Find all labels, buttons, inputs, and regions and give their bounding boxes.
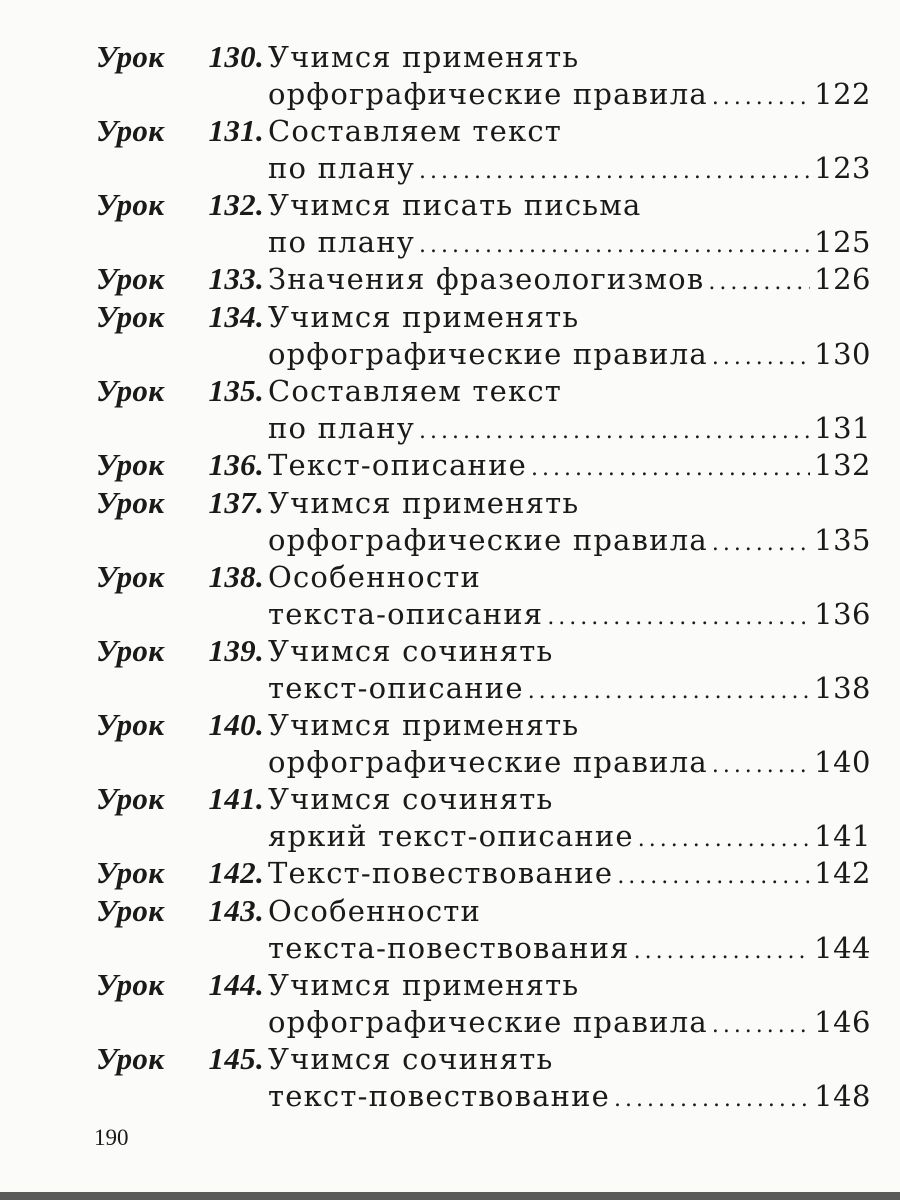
page-ref: 144: [814, 931, 871, 965]
lesson-title-line: [268, 261, 871, 297]
lesson-title-text: по плану: [268, 225, 416, 259]
lesson-number: 134.: [208, 299, 264, 334]
lesson-number: 135.: [208, 373, 264, 408]
lesson-word: Урок: [96, 781, 165, 816]
lesson-word: Урок: [96, 893, 165, 928]
dot-leader: [419, 154, 810, 190]
lesson-label: [96, 113, 268, 149]
lesson-label: [96, 855, 268, 891]
lesson-label: [96, 187, 268, 223]
lesson-number: 143.: [208, 893, 264, 928]
lesson-title-line: [268, 299, 871, 335]
table-of-contents: [96, 38, 871, 1114]
lesson-word: Урок: [96, 707, 165, 742]
lesson-title-text: Составляем текст: [268, 374, 563, 408]
lesson-label: [96, 1041, 268, 1077]
page-number: 190: [94, 1125, 129, 1150]
lesson-title-text: Учимся сочинять: [268, 634, 554, 668]
lesson-label: [96, 781, 268, 817]
dot-leader: [634, 934, 811, 970]
lesson-title-line: [268, 818, 871, 854]
dot-leader: [617, 859, 810, 895]
lesson-label: [96, 893, 268, 929]
lesson-title-text: Учимся писать письма: [268, 188, 642, 222]
lesson-title-line: [268, 670, 871, 706]
lesson-title-text: текста-повествования: [268, 931, 630, 965]
toc-entry: [96, 186, 871, 260]
lesson-number: 140.: [208, 707, 264, 742]
lesson-word: Урок: [96, 485, 165, 520]
lesson-title-line: [268, 39, 871, 75]
dot-leader: [419, 414, 810, 450]
lesson-number: 145.: [208, 1041, 264, 1076]
lesson-title-text: Текст-описание: [268, 448, 527, 482]
toc-entry: [96, 1040, 871, 1114]
lesson-title-text: Особенности: [268, 894, 482, 928]
lesson-number: 141.: [208, 781, 264, 816]
lesson-number: 142.: [208, 855, 264, 890]
toc-entry: [96, 484, 871, 558]
dot-leader: [547, 600, 810, 636]
lesson-label: [96, 707, 268, 743]
lesson-title-text: Учимся применять: [268, 40, 580, 74]
toc-entry: [96, 780, 871, 854]
lesson-title-text: Учимся применять: [268, 486, 580, 520]
dot-leader: [531, 451, 810, 487]
lesson-word: Урок: [96, 113, 165, 148]
lesson-title-text: текст-повествование: [268, 1079, 610, 1113]
lesson-label: [96, 373, 268, 409]
lesson-number: 131.: [208, 113, 264, 148]
lesson-title-text: орфографические правила: [268, 77, 708, 111]
lesson-label: [96, 485, 268, 521]
toc-entry: [96, 966, 871, 1040]
lesson-title-text: орфографические правила: [268, 337, 708, 371]
lesson-number: 139.: [208, 633, 264, 668]
lesson-label: [96, 633, 268, 669]
lesson-word: Урок: [96, 187, 165, 222]
lesson-title-line: [268, 633, 871, 669]
page-ref: 138: [814, 671, 871, 705]
toc-entry: [96, 632, 871, 706]
lesson-title-text: Составляем текст: [268, 114, 563, 148]
lesson-title-text: Значения фразеологизмов: [268, 262, 705, 296]
lesson-title-text: орфографические правила: [268, 1005, 708, 1039]
dot-leader: [712, 526, 810, 562]
lesson-title-line: [268, 410, 871, 446]
lesson-title-text: яркий текст-описание: [268, 819, 634, 853]
toc-entry: [96, 260, 871, 298]
lesson-title-line: [268, 187, 871, 223]
page-ref: 131: [814, 411, 871, 445]
dot-leader: [712, 80, 810, 116]
lesson-title-line: [268, 76, 871, 112]
lesson-title-text: орфографические правила: [268, 523, 708, 557]
lesson-number: 130.: [208, 39, 264, 74]
lesson-title-line: [268, 1004, 871, 1040]
lesson-title-line: [268, 1078, 871, 1114]
toc-entry: [96, 446, 871, 484]
lesson-title-line: [268, 707, 871, 743]
lesson-number: 137.: [208, 485, 264, 520]
lesson-label: [96, 967, 268, 1003]
toc-entry: [96, 706, 871, 780]
page-ref: 148: [814, 1079, 871, 1113]
page-ref: 141: [814, 819, 871, 853]
lesson-number: 133.: [208, 261, 264, 296]
lesson-title-line: [268, 522, 871, 558]
lesson-title-line: [268, 485, 871, 521]
lesson-word: Урок: [96, 559, 165, 594]
page-ref: 142: [814, 856, 871, 890]
lesson-title-line: [268, 930, 871, 966]
lesson-label: [96, 299, 268, 335]
lesson-number: 138.: [208, 559, 264, 594]
lesson-word: Урок: [96, 967, 165, 1002]
dot-leader: [614, 1082, 810, 1118]
lesson-number: 144.: [208, 967, 264, 1002]
lesson-title-text: по плану: [268, 411, 416, 445]
toc-entry: [96, 38, 871, 112]
lesson-title-text: Учимся применять: [268, 968, 580, 1002]
lesson-number: 132.: [208, 187, 264, 222]
lesson-label: [96, 39, 268, 75]
dot-leader: [712, 340, 810, 376]
lesson-title-line: [268, 447, 871, 483]
page-ref: 135: [814, 523, 871, 557]
lesson-title-line: [268, 744, 871, 780]
page-ref: 130: [814, 337, 871, 371]
lesson-word: Урок: [96, 299, 165, 334]
dot-leader: [419, 228, 810, 264]
lesson-title-line: [268, 559, 871, 595]
toc-entry: [96, 372, 871, 446]
lesson-title-line: [268, 224, 871, 260]
dot-leader: [708, 265, 810, 301]
lesson-title-line: [268, 596, 871, 632]
lesson-title-line: [268, 781, 871, 817]
scan-edge: [0, 1192, 900, 1200]
lesson-title-text: Особенности: [268, 560, 482, 594]
lesson-label: [96, 261, 268, 297]
page-ref: 126: [814, 262, 871, 296]
lesson-title-text: Учимся применять: [268, 300, 580, 334]
page-ref: 123: [814, 151, 871, 185]
lesson-title-line: [268, 1041, 871, 1077]
dot-leader: [712, 1008, 810, 1044]
toc-entry: [96, 892, 871, 966]
toc-entry: [96, 558, 871, 632]
lesson-word: Урок: [96, 633, 165, 668]
lesson-title-text: Учимся сочинять: [268, 1042, 554, 1076]
toc-entry: [96, 854, 871, 892]
dot-leader: [528, 674, 810, 710]
page-ref: 125: [814, 225, 871, 259]
lesson-word: Урок: [96, 447, 165, 482]
lesson-title-text: Текст-повествование: [268, 856, 614, 890]
lesson-title-text: Учимся сочинять: [268, 782, 554, 816]
lesson-title-line: [268, 113, 871, 149]
lesson-title-line: [268, 855, 871, 891]
lesson-title-line: [268, 893, 871, 929]
lesson-word: Урок: [96, 855, 165, 890]
lesson-word: Урок: [96, 373, 165, 408]
lesson-title-line: [268, 336, 871, 372]
lesson-title-line: [268, 150, 871, 186]
toc-entry: [96, 298, 871, 372]
page-ref: 146: [814, 1005, 871, 1039]
page-ref: 140: [814, 745, 871, 779]
lesson-title-text: Учимся применять: [268, 708, 580, 742]
page-ref: 122: [814, 77, 871, 111]
toc-entry: [96, 112, 871, 186]
lesson-title-line: [268, 967, 871, 1003]
page-ref: 132: [814, 448, 871, 482]
lesson-title-text: текста-описания: [268, 597, 544, 631]
lesson-title-text: текст-описание: [268, 671, 524, 705]
lesson-word: Урок: [96, 261, 165, 296]
dot-leader: [712, 748, 810, 784]
lesson-word: Урок: [96, 39, 165, 74]
lesson-label: [96, 559, 268, 595]
lesson-title-text: орфографические правила: [268, 745, 708, 779]
lesson-title-text: по плану: [268, 151, 416, 185]
lesson-title-line: [268, 373, 871, 409]
dot-leader: [638, 822, 810, 858]
lesson-label: [96, 447, 268, 483]
page-ref: 136: [814, 597, 871, 631]
lesson-number: 136.: [208, 447, 264, 482]
lesson-word: Урок: [96, 1041, 165, 1076]
